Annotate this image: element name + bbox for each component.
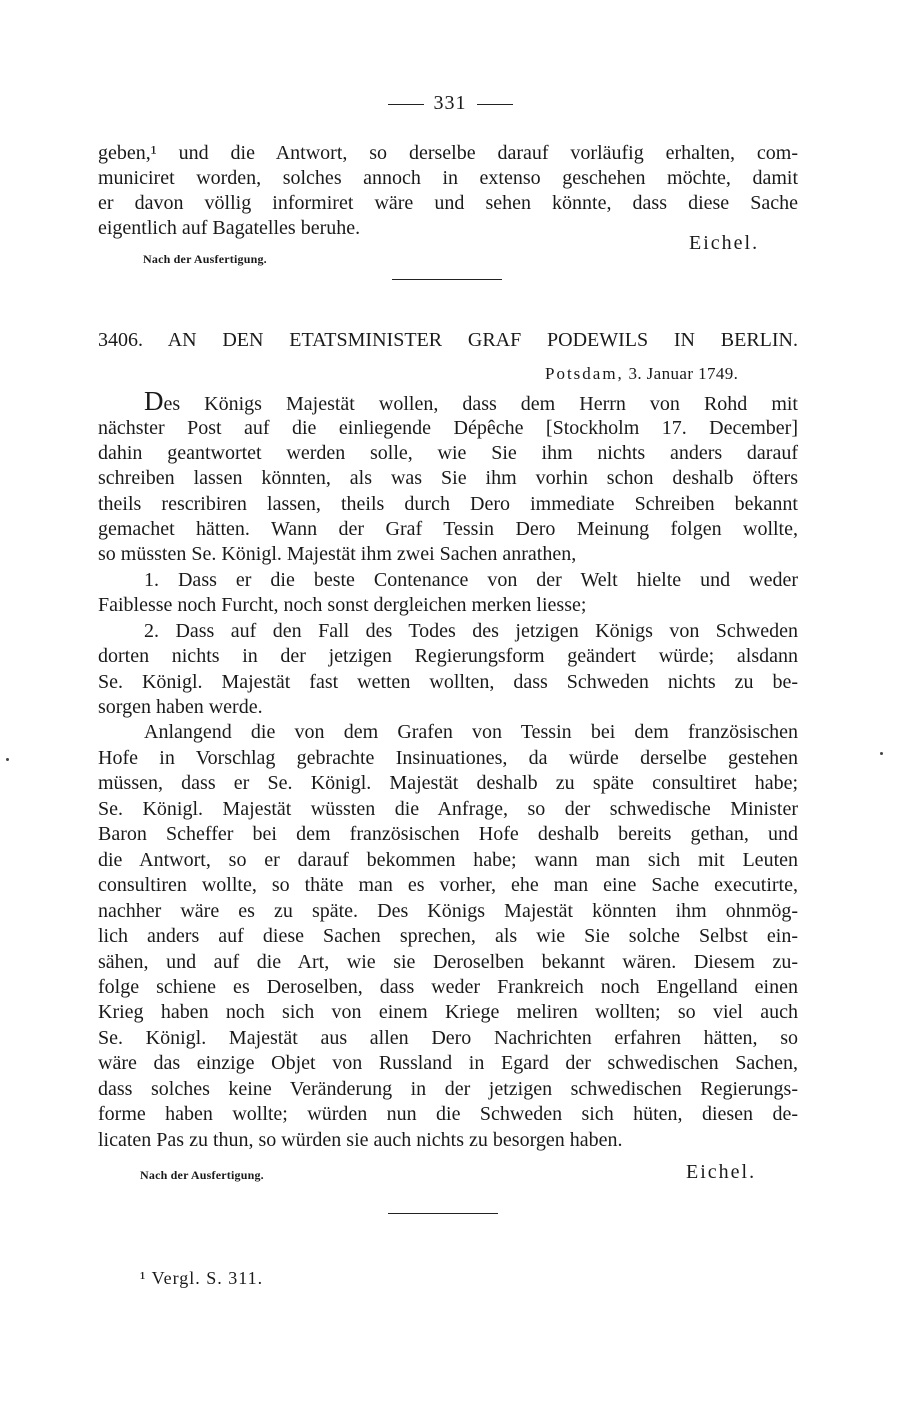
text-line: geben,¹ und die Antwort, so derselbe darauf vorläufig erhalten, com- [98,142,798,164]
signature: Eichel. [686,1161,757,1183]
text-line: er davon völlig informiret wäre und sehen könnte, dass diese Sache [98,192,798,214]
text-line: gemachet hätten. Wann der Graf Tessin Dero Meinung folgen wollte, [98,518,798,540]
scan-speck [6,758,9,761]
text-line: Se. Königl. Majestät wüssten die Anfrage, so der schwedische Minister [98,798,798,820]
letter-number: 3406. [98,329,143,351]
text-line: lich anders auf diese Sachen sprechen, als wie Sie solche Selbst ein- [98,925,798,947]
text-line: nachher wäre es zu späte. Des Königs Majestät könnten ihm ohnmög- [98,900,798,922]
text-line: wäre das einzige Objet von Russland in Egard der schwedischen Sachen, [98,1052,798,1074]
text-line: eigentlich auf Bagatelles beruhe. [98,217,361,239]
text-line: dass solches keine Veränderung in der jetzigen schwedischen Regierungs- [98,1078,798,1100]
text-line: 1. Dass er die beste Contenance von der Welt hielte und weder [144,569,798,591]
text-line: forme haben wollte; würden nun die Schweden sich hüten, diesen de- [98,1103,798,1125]
source-note: Nach der Ausfertigung. [140,1168,264,1182]
text-line: müssen, dass er Se. Königl. Majestät deshalb zu späte consultiret habe; [98,772,798,794]
page-number: 331 [0,92,900,115]
dateline-place: Potsdam, [545,364,624,383]
signature: Eichel. [689,232,760,254]
text-line: sähen, und auf die Art, wie sie Deroselben bekannt wären. Diesem zu- [98,951,798,973]
folio-dash-left [388,104,424,105]
text-line: Se. Königl. Majestät fast wetten wollten, dass Schweden nichts zu be- [98,671,798,693]
text-line: dorten nichts in der jetzigen Regierungsform geändert würde; alsdann [98,645,798,667]
text-line: so müssten Se. Königl. Majestät ihm zwei Sachen anrathen, [98,543,577,565]
text-line: Se. Königl. Majestät aus allen Dero Nachrichten erfahren hätten, so [98,1027,798,1049]
text-line: Baron Scheffer bei dem französischen Hofe deshalb bereits gethan, und [98,823,798,845]
text-line: Krieg haben noch sich von einem Kriege meliren wollten; so viel auch [98,1001,798,1023]
source-note: Nach der Ausfertigung. [143,252,267,266]
text-line: folge schiene es Deroselben, dass weder Frankreich noch Engelland einen [98,976,798,998]
text-line: Anlangend die von dem Grafen von Tessin bei dem französischen [144,721,798,743]
drop-cap: D [144,386,164,416]
text-line: licaten Pas zu thun, so würden sie auch nichts zu besorgen haben. [98,1129,623,1151]
text-line: municiret worden, solches annoch in extenso geschehen möchte, damit [98,167,798,189]
text-line: nächster Post auf die einliegende Dépêche [Stockholm 17. December] [98,417,798,439]
dateline-date: 3. Januar 1749. [628,364,739,383]
text-line: die Antwort, so er darauf bekommen habe; wann man sich mit Leuten [98,849,798,871]
text-line: consultiren wollte, so thäte man es vorher, ehe man eine Sache executirte, [98,874,798,896]
section-rule [388,1213,498,1214]
text-line: sorgen haben werde. [98,696,263,718]
folio-dash-right [477,104,513,105]
text-line: schreiben lassen könnten, als was Sie ihm vorhin schon deshalb öfters [98,467,798,489]
letter-title: AN DEN ETATSMINISTER GRAF PODEWILS IN BERLIN. [167,329,798,351]
letter-heading [98,328,798,353]
text-line: theils rescribiren lassen, theils durch Dero immediate Schreiben bekannt [98,493,798,515]
scan-speck [880,752,883,755]
text-line: Des Königs Majestät wollen, dass dem Herrn von Rohd mit [144,386,798,416]
text-line: 2. Dass auf den Fall des Todes des jetzigen Königs von Schweden [144,620,798,642]
text-line: Faiblesse noch Furcht, noch sonst dergleichen merken liesse; [98,594,587,616]
text-line: Hofe in Vorschlag gebrachte Insinuationes, da würde derselbe gestehen [98,747,798,769]
footnote: ¹ Vergl. S. 311. [140,1268,264,1288]
section-rule [392,279,502,280]
dateline [545,364,738,384]
text-line: dahin geantwortet werden solle, wie Sie ihm nichts anders darauf [98,442,798,464]
